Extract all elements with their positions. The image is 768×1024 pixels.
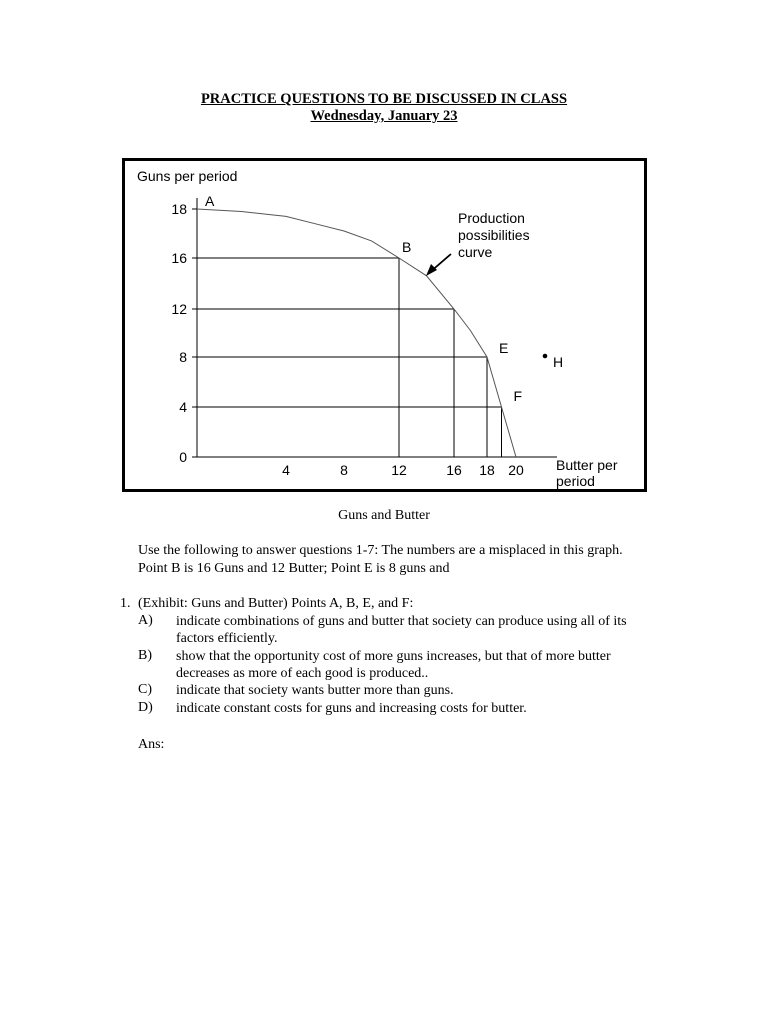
- option-letter-d: D): [138, 700, 153, 715]
- x-tick-label: 18: [479, 462, 495, 478]
- question-number: 1.: [120, 596, 131, 611]
- y-tick-label: 0: [179, 449, 187, 465]
- option-c-line-1: indicate that society wants butter more than guns.: [176, 683, 454, 698]
- point-h-dot: [543, 354, 548, 359]
- x-axis-label-line-1: Butter per: [556, 457, 618, 473]
- x-tick-label: 12: [391, 462, 407, 478]
- point-label-h: H: [553, 354, 564, 370]
- y-tick-label: 18: [171, 201, 187, 217]
- y-tick-label: 8: [179, 349, 187, 365]
- annotation-line-2: possibilities: [458, 227, 530, 243]
- point-label-b: B: [402, 239, 412, 255]
- page-title: PRACTICE QUESTIONS TO BE DISCUSSED IN CLASS: [200, 91, 568, 107]
- option-letter-a: A): [138, 613, 153, 628]
- intro-line-2: Point B is 16 Guns and 12 Butter; Point E is 8 guns and: [138, 561, 450, 576]
- y-tick-label: 12: [171, 301, 187, 317]
- y-axis-label: Guns per period: [137, 168, 238, 184]
- point-label-a: A: [205, 193, 215, 209]
- question-text: (Exhibit: Guns and Butter) Points A, B, E, and F:: [138, 596, 414, 611]
- intro-line-1: Use the following to answer questions 1-7: The numbers are a misplaced in this graph.: [138, 543, 623, 558]
- point-label-e: E: [499, 340, 509, 356]
- x-tick-label: 20: [508, 462, 524, 478]
- option-a-line-1: indicate combinations of guns and butter that society can produce using all of its: [176, 614, 627, 629]
- x-axis-label-line-2: period: [556, 473, 595, 489]
- page-date: Wednesday, January 23: [310, 108, 458, 124]
- annotation-line-1: Production: [458, 210, 525, 226]
- option-b-line-1: show that the opportunity cost of more guns increases, but that of more butter: [176, 649, 611, 664]
- x-tick-label: 16: [446, 462, 462, 478]
- x-tick-label: 4: [282, 462, 290, 478]
- x-tick-label: 8: [340, 462, 348, 478]
- point-label-f: F: [513, 388, 523, 404]
- figure-caption: Guns and Butter: [338, 508, 430, 523]
- y-tick-label: 4: [179, 399, 187, 415]
- y-tick-label: 16: [171, 250, 187, 266]
- annotation-line-3: curve: [458, 244, 493, 260]
- option-a-line-2: factors efficiently.: [176, 631, 278, 646]
- answer-label: Ans:: [138, 737, 165, 752]
- option-letter-b: B): [138, 648, 152, 663]
- option-b-line-2: decreases as more of each good is produced..: [176, 666, 429, 681]
- ppc-chart: [122, 158, 647, 492]
- option-d-line-1: indicate constant costs for guns and increasing costs for butter.: [176, 701, 527, 716]
- option-letter-c: C): [138, 682, 152, 697]
